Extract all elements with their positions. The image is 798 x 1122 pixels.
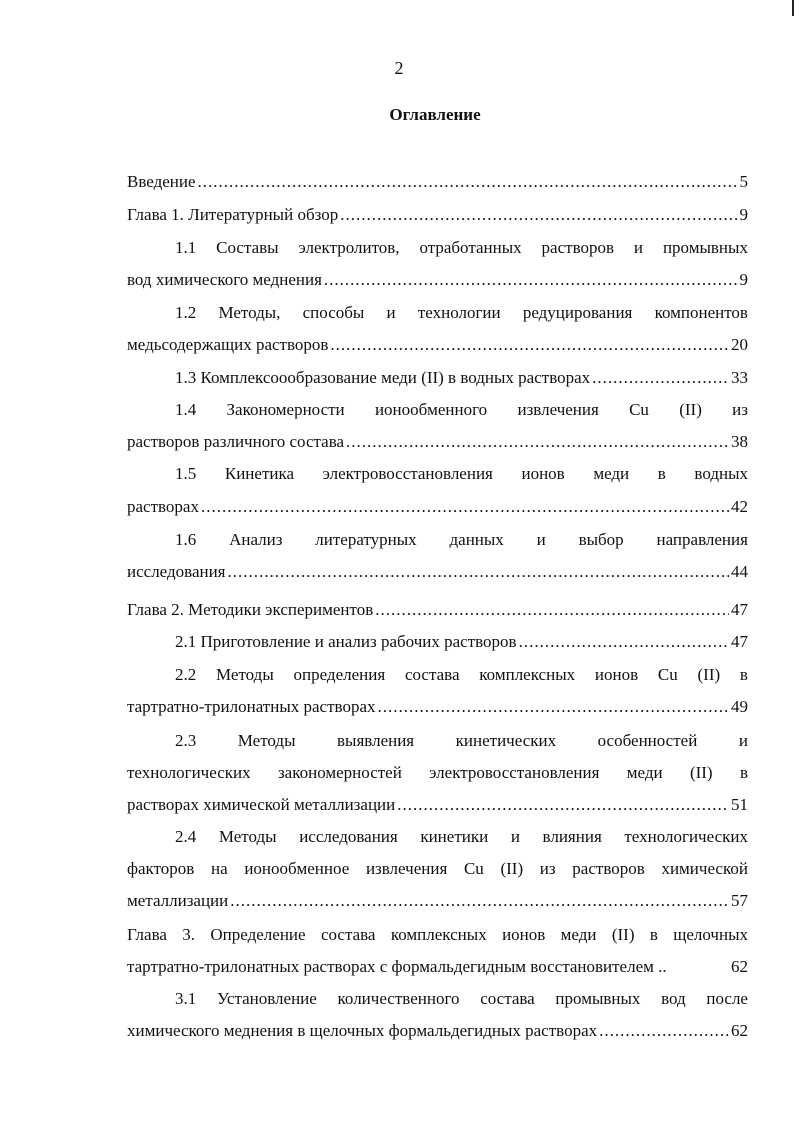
toc-entry-2-4-line2[interactable] — [127, 859, 748, 879]
toc-word: из — [539, 859, 556, 878]
toc-word: кинетики — [420, 827, 489, 846]
toc-word: Методы — [216, 665, 274, 684]
toc-word: (II) — [500, 859, 524, 878]
toc-word: электролитов, — [298, 238, 400, 257]
toc-word: (II) — [697, 665, 721, 684]
scan-edge-mark — [792, 0, 794, 16]
toc-entry-1-2-line2[interactable]: медьсодержащих растворов ..... 20 — [127, 335, 748, 355]
toc-entry-2-4-line3[interactable]: металлизации ..... 57 — [127, 891, 748, 911]
toc-word: комплексных — [390, 925, 487, 944]
toc-word: меди — [560, 925, 597, 944]
toc-entry-2-3-line3[interactable]: растворах химической металлизации ..... 51 — [127, 795, 748, 815]
toc-word: Составы — [216, 238, 279, 257]
toc-word: электровосстановления — [429, 763, 600, 782]
toc-word: ионообменное — [244, 859, 350, 878]
toc-word: и — [386, 303, 396, 322]
toc-word: данных — [449, 530, 504, 549]
toc-word: количественного — [337, 989, 460, 1008]
toc-word: 2.4 — [175, 827, 197, 846]
toc-word: исследования — [299, 827, 398, 846]
toc-word: особенностей — [597, 731, 698, 750]
toc-entry-3-1-line2[interactable]: химического меднения в щелочных формальдегидных растворах ..... 62 — [127, 1021, 748, 1041]
toc-word: и — [738, 731, 748, 750]
toc-word: Cu — [463, 859, 484, 878]
toc-word: Закономерности — [226, 400, 345, 419]
toc-word: (II) — [679, 400, 702, 419]
toc-word: в — [649, 925, 658, 944]
toc-word: ионообменного — [374, 400, 488, 419]
toc-entry-1-6-line1[interactable] — [175, 530, 748, 550]
page-number: 2 — [394, 58, 404, 78]
toc-entry-1-1-line2[interactable]: вод химического меднения ..... 9 — [127, 270, 748, 290]
toc-word: и — [633, 238, 644, 257]
toc-entry-chapter-3-line2[interactable]: тартратно-трилонатных растворах с формальдегидным восстановителем .. 62 — [127, 957, 748, 976]
toc-word: ионов — [502, 925, 546, 944]
toc-word: отработанных — [419, 238, 522, 257]
toc-word: кинетических — [455, 731, 557, 750]
toc-word: Кинетика — [224, 464, 295, 483]
toc-entry-chapter-3-line1[interactable] — [127, 925, 748, 945]
toc-entry-1-2-line1[interactable] — [175, 303, 748, 323]
toc-word: состава — [404, 665, 460, 684]
toc-word: 3.1 — [175, 989, 197, 1008]
toc-word: водных — [694, 464, 748, 483]
toc-word: технологических — [127, 763, 251, 782]
toc-word: химической — [661, 859, 748, 878]
toc-word: технологических — [624, 827, 748, 846]
toc-word: и — [510, 827, 520, 846]
toc-word: вод — [661, 989, 686, 1008]
toc-word: ионов — [594, 665, 639, 684]
toc-word: Cu — [629, 400, 649, 419]
toc-word: способы — [302, 303, 365, 322]
toc-word: 2.2 — [175, 665, 197, 684]
toc-entry-2-1[interactable]: 2.1 Приготовление и анализ рабочих растворов ..... 47 — [175, 632, 748, 652]
toc-word: Определение — [210, 925, 306, 944]
toc-word: на — [211, 859, 228, 878]
toc-word: 1.2 — [175, 303, 197, 322]
toc-word: направления — [656, 530, 748, 549]
toc-word: из — [732, 400, 748, 419]
toc-entry-2-4-line1[interactable] — [175, 827, 748, 847]
toc-word: растворов — [572, 859, 645, 878]
toc-word: меди — [626, 763, 663, 782]
toc-word: определения — [293, 665, 386, 684]
toc-word: компонентов — [654, 303, 748, 322]
toc-entry-chapter-1[interactable]: Глава 1. Литературный обзор ..... 9 — [127, 205, 748, 225]
toc-word: Установление — [216, 989, 317, 1008]
toc-word: закономерностей — [277, 763, 402, 782]
toc-word: (II) — [611, 925, 635, 944]
toc-word: ионов — [521, 464, 565, 483]
toc-entry-intro[interactable]: Введение ..... 5 — [127, 172, 748, 192]
toc-word: Методы, — [218, 303, 281, 322]
toc-word: Глава — [127, 925, 167, 944]
toc-entry-1-4-line1[interactable] — [175, 400, 748, 420]
toc-word: выявления — [337, 731, 415, 750]
toc-entry-2-3-line2[interactable] — [127, 763, 748, 783]
toc-word: в — [657, 464, 666, 483]
toc-word: 1.5 — [175, 464, 197, 483]
toc-word: промывных — [662, 238, 748, 257]
toc-entry-chapter-2[interactable]: Глава 2. Методики экспериментов ..... 47 — [127, 600, 748, 620]
toc-word: факторов — [127, 859, 195, 878]
toc-entry-2-2-line1[interactable] — [175, 665, 748, 685]
toc-entry-1-4-line2[interactable]: растворов различного состава ..... 38 — [127, 432, 748, 452]
toc-word: в — [739, 763, 748, 782]
toc-entry-1-5-line1[interactable] — [175, 464, 748, 484]
toc-word: влияния — [542, 827, 602, 846]
toc-word: состава — [480, 989, 535, 1008]
toc-word: промывных — [555, 989, 641, 1008]
toc-word: выбор — [578, 530, 624, 549]
toc-word: щелочных — [673, 925, 748, 944]
toc-word: Методы — [218, 827, 277, 846]
toc-entry-1-1-line1[interactable] — [175, 238, 748, 258]
toc-word: Cu — [657, 665, 678, 684]
toc-word: в — [739, 665, 748, 684]
toc-word: и — [536, 530, 546, 549]
toc-word: 3. — [182, 925, 196, 944]
toc-word: извлечения — [517, 400, 599, 419]
toc-word: технологии — [417, 303, 501, 322]
toc-word: растворов — [541, 238, 615, 257]
toc-word: меди — [593, 464, 630, 483]
toc-word: извлечения — [365, 859, 448, 878]
toc-entry-1-3[interactable]: 1.3 Комплексоообразование меди (II) в водных растворах ..... 33 — [175, 368, 748, 388]
toc-word: электровосстановления — [322, 464, 493, 483]
toc-entry-1-6-line2[interactable]: исследования ..... 44 — [127, 562, 748, 582]
toc-word: 1.6 — [175, 530, 197, 549]
toc-title: Оглавление — [389, 105, 481, 124]
toc-word: Методы — [237, 731, 296, 750]
toc-word: литературных — [315, 530, 417, 549]
toc-word: комплексных — [479, 665, 576, 684]
toc-entry-2-2-line2[interactable]: тартратно-трилонатных растворах ..... 49 — [127, 697, 748, 717]
toc-word: после — [706, 989, 748, 1008]
toc-word: 1.4 — [175, 400, 197, 419]
toc-word: 2.3 — [175, 731, 197, 750]
toc-entry-3-1-line1[interactable] — [175, 989, 748, 1009]
toc-entry-1-5-line2[interactable]: растворах ..... 42 — [127, 497, 748, 517]
toc-word: редуцирования — [522, 303, 633, 322]
toc-word: Анализ — [229, 530, 283, 549]
toc-entry-2-3-line1[interactable] — [175, 731, 748, 751]
toc-word: состава — [320, 925, 376, 944]
toc-word: 1.1 — [175, 238, 197, 257]
toc-word: (II) — [689, 763, 713, 782]
